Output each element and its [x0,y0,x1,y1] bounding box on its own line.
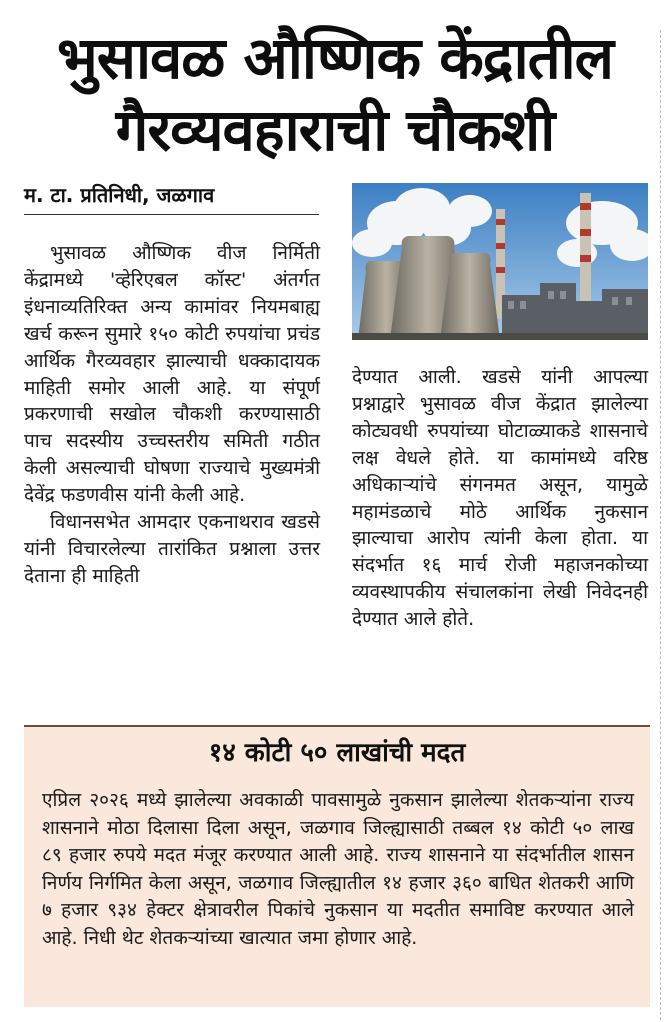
column-divider [660,30,661,1020]
article-column-1 [24,240,320,590]
article-paragraph-3: देण्यात आली. खडसे यांनी आपल्या प्रश्नाद्वारे भुसावळ वीज केंद्रात झालेल्या कोट्यवधी रुपयांच्या घोटाळ्याकडे शासनाचे लक्ष वेधले होते. या कामांमध्ये वरिष्ठ अधिकाऱ्यांचे संगनमत असून, यामुळे महामंडळाचे मोठे आर्थिक नुकसान झाल्याचा आरोप त्यांनी केला होता. या संदर्भात १६ मार्च रोजी महाजनकोच्या व्यवस्थापकीय संचालकांना लेखी निवेदनही देण्यात आले होते. [352,366,648,631]
sidebar-body: एप्रिल २०२६ मध्ये झालेल्या अवकाळी पावसामुळे नुकसान झालेल्या शेतकऱ्यांना राज्य शासनाने मोठा दिलासा दिला असून, जळगाव जिल्ह्यासाठी तब्बल १४ कोटी ५० लाख ८९ हजार रुपये मदत मंजूर करण्यात आली आहे. राज्य शासनाने या संदर्भातील शासन निर्णय निर्गमित केला असून, जळगाव जिल्ह्यातील १४ हजार ३६० बाधित शेतकरी आणि ७ हजार ९३४ हेक्टर क्षेत्रावरील पिकांचे नुकसान या मदतीत समाविष्ट करण्यात आले आहे. निधी थेट शेतकऱ्यांच्या खात्यात जमा होणार आहे. [42,789,634,949]
headline [0,22,670,166]
byline-divider [24,214,319,215]
byline: म. टा. प्रतिनिधी, जळगाव [24,183,215,207]
power-plant-photo [352,183,648,340]
article-paragraph-1: भुसावळ औष्णिक वीज निर्मिती केंद्रामध्ये 'व्हेरिएबल कॉस्ट' अंतर्गत इंधनाव्यतिरिक्त अन्य कामांवर नियमबाह्य खर्च करून सुमारे १५० कोटी रुपयांचा प्रचंड आर्थिक गैरव्यवहार झाल्याची धक्कादायक माहिती समोर आली आहे. या संपूर्ण प्रकरणाची सखोल चौकशी करण्यासाठी पाच सदस्यीय उच्चस्तरीय समिती गठीत केली असल्याची घोषणा राज्याचे मुख्यमंत्री देवेंद्र फडणवीस यांनी केली आहे. [24,242,320,507]
article-column-2 [352,364,648,633]
headline-line-2: गैरव्यवहाराची चौकशी [115,96,555,164]
article-paragraph-2: विधानसभेत आमदार एकनाथराव खडसे यांनी विचारलेल्या तारांकित प्रश्नाला उत्तर देताना ही माहिती [24,511,320,587]
sidebar-title: १४ कोटी ५० लाखांची मदत [208,738,466,768]
sidebar-box [24,725,650,1007]
headline-line-1: भुसावळ औष्णिक केंद्रातील [57,24,613,92]
